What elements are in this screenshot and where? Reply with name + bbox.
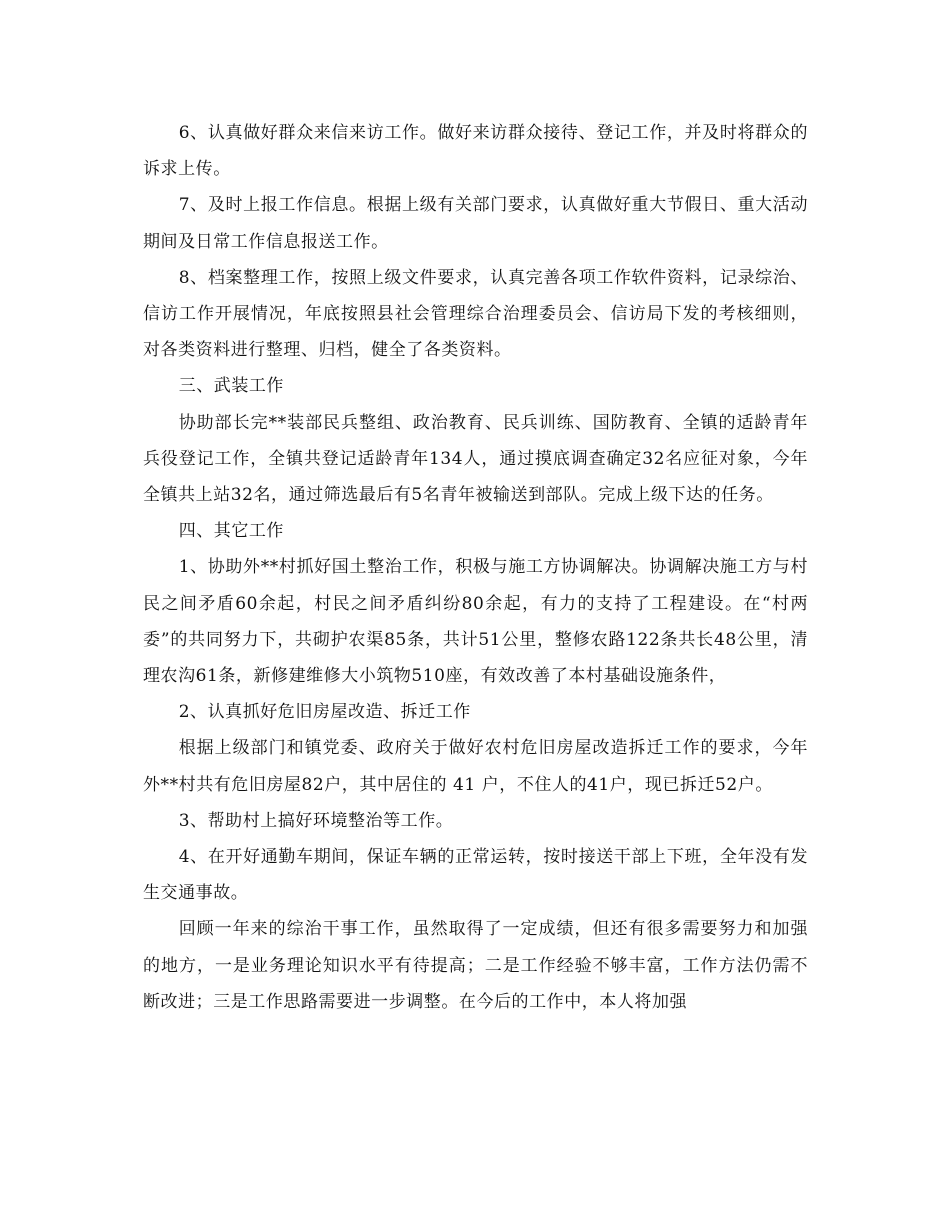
paragraph-item-6: 6、认真做好群众来信来访工作。做好来访群众接待、登记工作，并及时将群众的诉求上传。	[143, 123, 808, 180]
paragraph-other-3: 3、帮助村上搞好环境整治等工作。	[178, 810, 454, 831]
paragraph-armed-forces: 协助部长完**装部民兵整组、政治教育、民兵训练、国防教育、全镇的适龄青年兵役登记工作，全镇共登记适龄青年134人，通过摸底调查确定32名应征对象，今年全镇共上站32名，通过筛选最后有5名青年被输送到部队。完成上级下达的任务。	[143, 412, 808, 506]
section-heading-armed-forces: 三、武装工作	[178, 376, 284, 397]
paragraph-review: 回顾一年来的综治干事工作，虽然取得了一定成绩，但还有很多需要努力和加强的地方，一是业务理论知识水平有待提高；二是工作经验不够丰富，工作方法仍需不断改进；三是工作思路需要进一步调整。在今后的工作中，本人将加强	[143, 919, 808, 1012]
document-body	[143, 115, 808, 1020]
paragraph-other-4: 4、在开好通勤车期间，保证车辆的正常运转，按时接送干部上下班，全年没有发生交通事故。	[143, 847, 808, 904]
paragraph-other-2-body: 根据上级部门和镇党委、政府关于做好农村危旧房屋改造拆迁工作的要求，今年外**村共有危旧房屋82户，其中居住的 41 户，不住人的41户，现已拆迁52户。	[143, 738, 808, 795]
paragraph-other-2-heading: 2、认真抓好危旧房屋改造、拆迁工作	[178, 702, 471, 723]
paragraph-other-1: 1、协助外**村抓好国土整治工作，积极与施工方协调解决。协调解决施工方与村民之间矛盾60余起，村民之间矛盾纠纷80余起，有力的支持了工程建设。在“村两委”的共同努力下，共砌护农渠85条，共计51公里，整修农路122条共长48公里，清理农沟61条，新修建维修大小筑物510座，有效改善了本村基础设施条件，	[143, 557, 808, 687]
paragraph-item-8: 8、档案整理工作，按照上级文件要求，认真完善各项工作软件资料，记录综治、信访工作开展情况，年底按照县社会管理综合治理委员会、信访局下发的考核细则，对各类资料进行整理、归档，健全了各类资料。	[143, 267, 808, 361]
paragraph-item-7: 7、及时上报工作信息。根据上级有关部门要求，认真做好重大节假日、重大活动期间及日常工作信息报送工作。	[143, 195, 808, 252]
section-heading-other-work: 四、其它工作	[178, 521, 284, 542]
